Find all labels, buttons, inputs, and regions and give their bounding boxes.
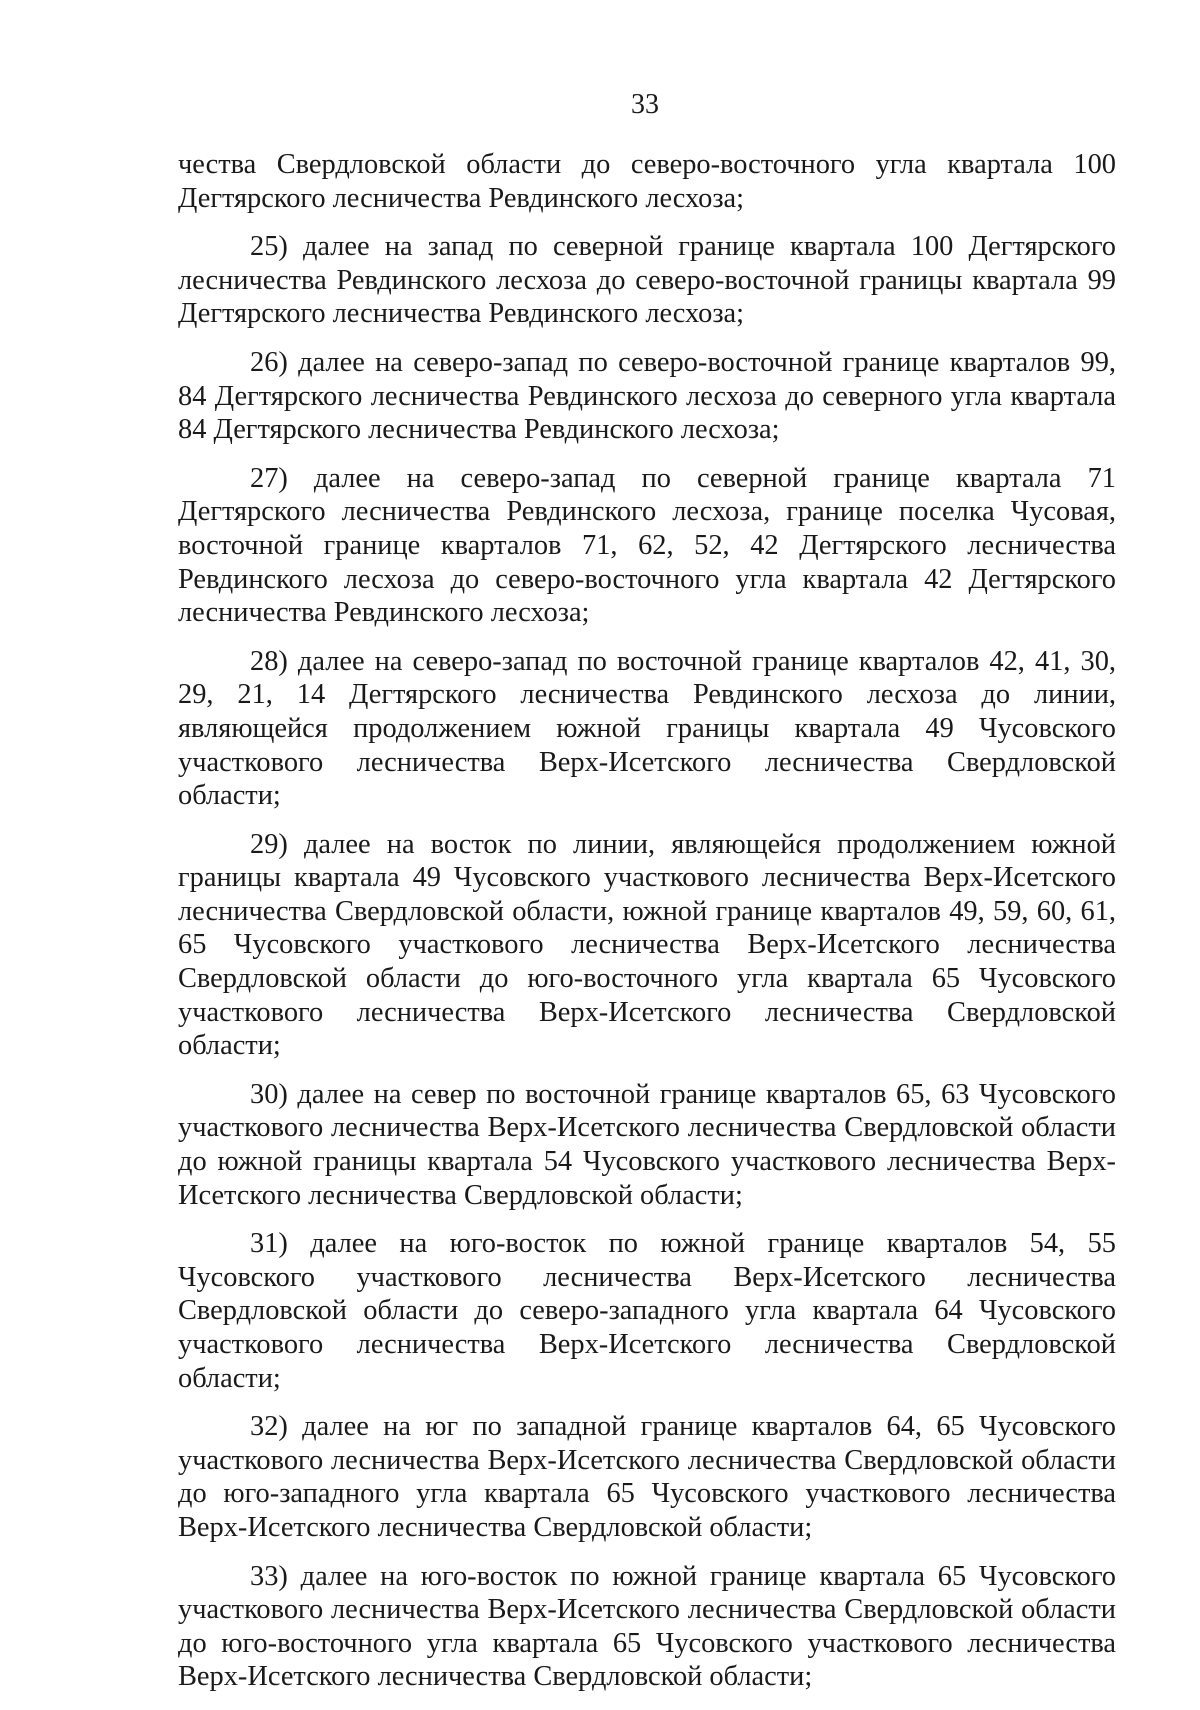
paragraph-item-31: 31) далее на юго-восток по южной границе кварталов 54, 55 Чусовского участкового лесничества Верх-Исетского лесничества Свердловской области до северо-западного угла квартала 64 Чусовского участкового лесничества Верх-Исетского лесничества Свердловской области; bbox=[178, 1228, 1116, 1394]
paragraph-item-25: 25) далее на запад по северной границе квартала 100 Дегтярского лесничества Ревдинского лесхоза до северо-восточной границы квартала 99 Дегтярского лесничества Ревдинского лесхоза; bbox=[178, 231, 1116, 330]
paragraph-item-26: 26) далее на северо-запад по северо-восточной границе кварталов 99, 84 Дегтярского лесничества Ревдинского лесхоза до северного угла квартала 84 Дегтярского лесничества Ревдинского лесхоза; bbox=[178, 346, 1116, 446]
paragraph-item-27: 27) далее на северо-запад по северной границе квартала 71 Дегтярского лесничества Ревдинского лесхоза, границе поселка Чусовая, восточной границе кварталов 71, 62, 52, 42 Дегтярского лесничества Ревдинского лесхоза до северо-восточного угла квартала 42 Дегтярского лесничества Ревдинского лесхоза; bbox=[178, 462, 1116, 629]
page-number: 33 bbox=[631, 89, 659, 120]
paragraph-item-30: 30) далее на север по восточной границе кварталов 65, 63 Чусовского участкового лесничества Верх-Исетского лесничества Свердловской области до южной границы квартала 54 Чусовского участкового лесничества Верх-Исетского лесничества Свердловской области; bbox=[178, 1078, 1116, 1211]
document-body bbox=[178, 148, 1116, 1709]
paragraph-item-33: 33) далее на юго-восток по южной границе квартала 65 Чусовского участкового лесничества Верх-Исетского лесничества Свердловской области до юго-восточного угла квартала 65 Чусовского участкового лесничества Верх-Исетского лесничества Свердловской области; bbox=[178, 1560, 1116, 1693]
paragraph-item-28: 28) далее на северо-запад по восточной границе кварталов 42, 41, 30, 29, 21, 14 Дегтярского лесничества Ревдинского лесхоза до линии, являющейся продолжением южной границы квартала 49 Чусовского участкового лесничества Верх-Исетского лесничества Свердловской области; bbox=[178, 645, 1116, 812]
paragraph-item-29: 29) далее на восток по линии, являющейся продолжением южной границы квартала 49 Чусовского участкового лесничества Верх-Исетского лесничества Свердловской области, южной границе кварталов 49, 59, 60, 61, 65 Чусовского участкового лесничества Верх-Исетского лесничества Свердловской области до юго-восточного угла квартала 65 Чусовского участкового лесничества Верх-Исетского лесничества Свердловской области; bbox=[178, 828, 1116, 1062]
paragraph-continuation: чества Свердловской области до северо-восточного угла квартала 100 Дегтярского лесничества Ревдинского лесхоза; bbox=[178, 149, 1116, 214]
paragraph-item-32: 32) далее на юг по западной границе кварталов 64, 65 Чусовского участкового лесничества Верх-Исетского лесничества Свердловской области до юго-западного угла квартала 65 Чусовского участкового лесничества Верх-Исетского лесничества Свердловской области; bbox=[178, 1411, 1116, 1543]
